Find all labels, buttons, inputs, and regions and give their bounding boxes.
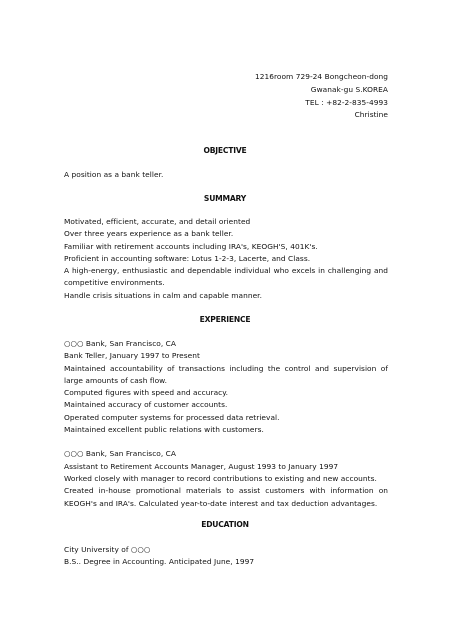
education-school: City University of ○○○ <box>64 545 151 554</box>
experience-section <box>64 338 388 510</box>
job-entry <box>64 448 388 509</box>
education-section <box>64 544 388 569</box>
summary-line: Handle crisis situations in calm and capable manner. <box>64 290 262 300</box>
job-company: ○○○ Bank, San Francisco, CA <box>64 339 176 348</box>
summary-line: Familiar with retirement accounts including IRA's, KEOGH'S, 401K's. <box>64 241 318 251</box>
summary-line: Proficient in accounting software: Lotus 1-2-3, Lacerte, and Class. <box>64 253 311 263</box>
summary-line: Over three years experience as a bank teller. <box>64 229 234 239</box>
summary-section <box>64 216 388 302</box>
objective-heading: OBJECTIVE <box>203 146 247 155</box>
job-duty: Maintained excellent public relations with customers. <box>64 425 264 435</box>
job-duty: Worked closely with manager to record contributions to existing and new accounts. <box>64 473 377 483</box>
objective-text: A position as a bank teller. <box>64 170 164 179</box>
address-line-1: 1216room 729-24 Bongcheon-dong <box>254 72 388 81</box>
contact-block <box>255 71 388 122</box>
job-duty: Maintained accountability of transactions including the control and supervision of large amounts of cash flow. <box>64 363 388 385</box>
job-company: ○○○ Bank, San Francisco, CA <box>64 449 176 459</box>
job-duty: Computed figures with speed and accuracy. <box>64 388 229 398</box>
job-title: Assistant to Retirement Accounts Manager, August 1993 to January 1997 <box>64 461 339 471</box>
address-line-2: Gwanak-gu S.KOREA <box>310 84 388 94</box>
job-duty: Operated computer systems for processed data retrieval. <box>64 412 280 422</box>
experience-heading: EXPERIENCE <box>199 315 251 324</box>
spacer <box>64 436 388 448</box>
job-title: Bank Teller, January 1997 to Present <box>64 351 200 361</box>
name-line: Christine <box>354 110 388 120</box>
summary-line: Motivated, efficient, accurate, and detail oriented <box>64 217 251 226</box>
job-duty: Created in-house promotional materials to assist customers with information on KEOGH's and IRA's. Calculated year-to-date interest and tax deduction advantages. <box>64 486 388 508</box>
education-heading: EDUCATION <box>201 520 249 529</box>
objective-section <box>64 169 388 181</box>
job-entry <box>64 338 388 436</box>
summary-line: A high-energy, enthusiastic and dependable individual who excels in challenging and competitive environments. <box>64 266 388 288</box>
education-degree: B.S.. Degree in Accounting. Anticipated June, 1997 <box>64 557 255 567</box>
phone-line: TEL : +82-2-835-4993 <box>305 97 388 107</box>
job-duty: Maintained accuracy of customer accounts. <box>64 400 228 410</box>
summary-heading: SUMMARY <box>203 194 247 203</box>
